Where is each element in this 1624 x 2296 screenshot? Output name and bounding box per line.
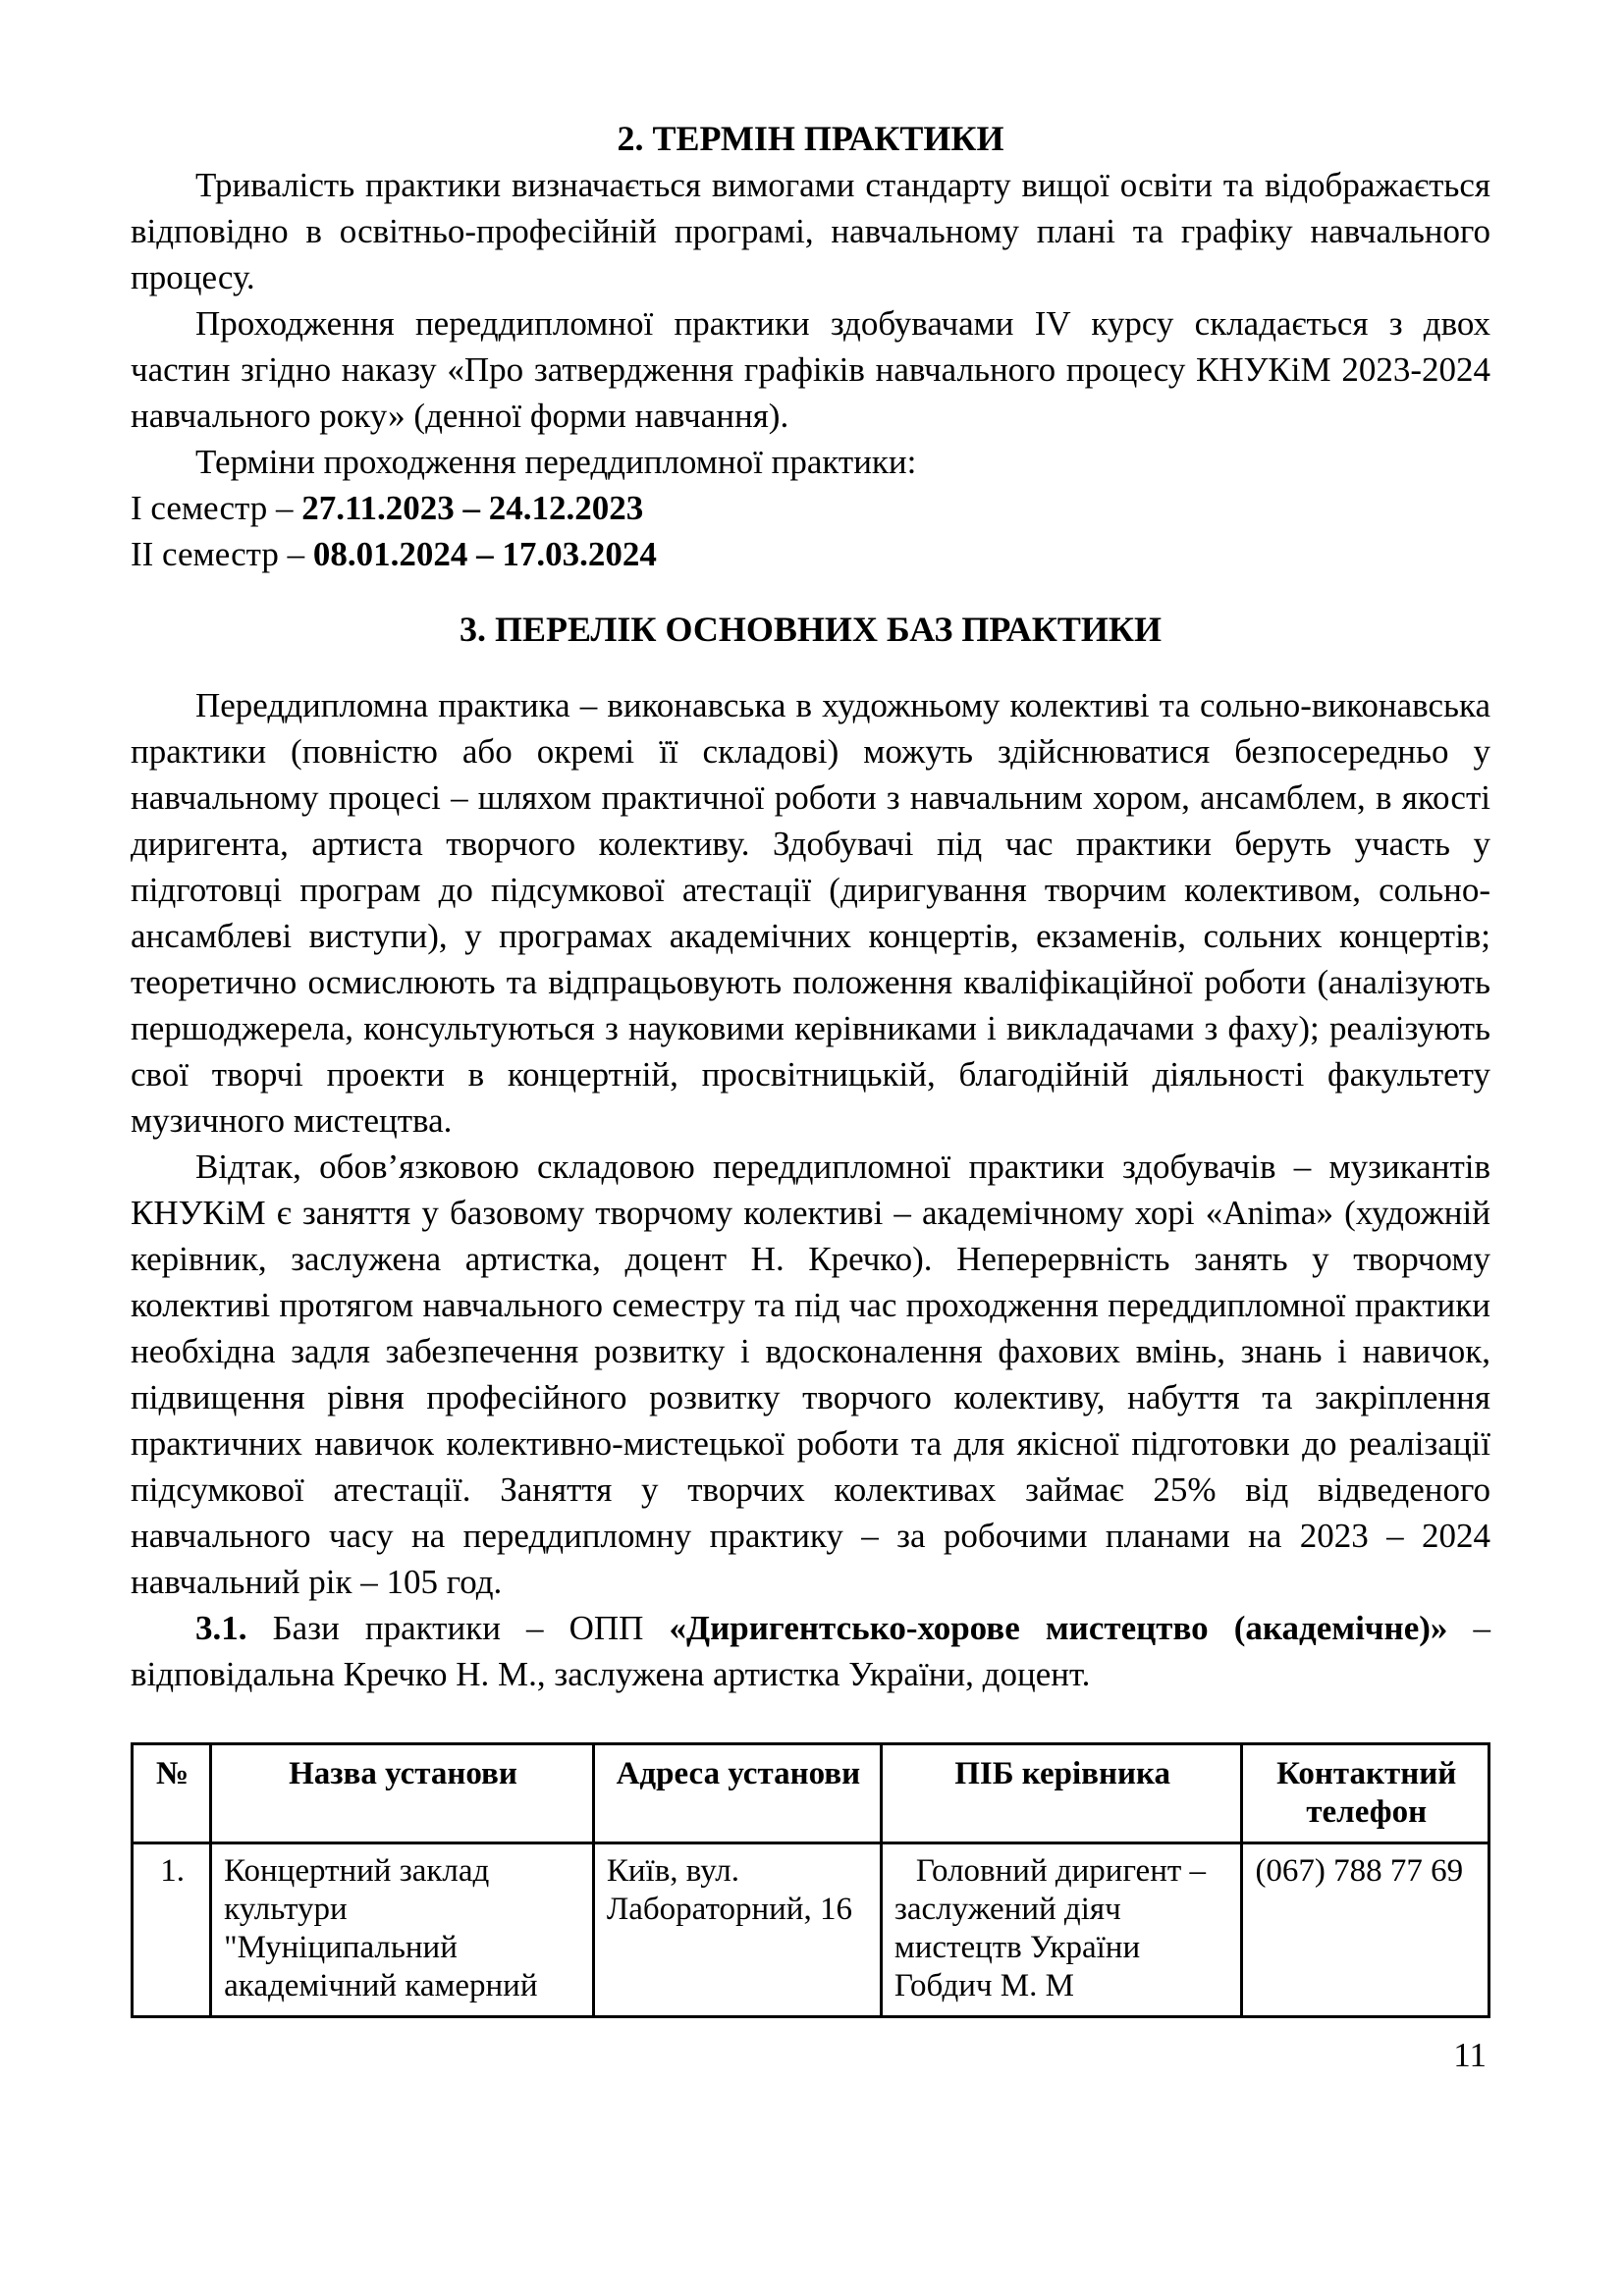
semester-1-dates: 27.11.2023 – 24.12.2023 bbox=[301, 489, 644, 527]
semester-2-dates-line bbox=[131, 531, 1490, 577]
section-3-heading: 3. ПЕРЕЛІК ОСНОВНИХ БАЗ ПРАКТИКИ bbox=[460, 610, 1162, 649]
section-3-1-text-before: Бази практики – ОПП bbox=[246, 1609, 670, 1647]
cell-contact-phone: (067) 788 77 69 bbox=[1242, 1843, 1489, 2017]
semester-1-dates-line bbox=[131, 485, 1490, 531]
section-2-paragraph-2: Проходження переддипломної практики здобувачами ІV курсу складається з двох частин згідно наказу «Про затвердження графіків навчального процесу КНУКіМ 2023-2024 навчального року» (денної форми навчання). bbox=[131, 304, 1490, 435]
section-2-paragraph-3: Терміни проходження переддипломної практики: bbox=[195, 443, 917, 481]
cell-institution-name: Концертний заклад культури "Муніципальний академічний камерний bbox=[211, 1843, 594, 2017]
section-3-1-bold-title: «Диригентсько-хорове мистецтво (академічне)» bbox=[669, 1609, 1448, 1647]
table-header-number: № bbox=[133, 1744, 211, 1843]
table-header-head-name: ПІБ керівника bbox=[881, 1744, 1242, 1843]
semester-2-dates: 08.01.2024 – 17.03.2024 bbox=[312, 535, 657, 573]
section-3-paragraph-2: Відтак, обов’язковою складовою переддипломної практики здобувачів – музикантів КНУКіМ є заняття у базовому творчому колективі – академічному хорі «Anima» (художній керівник, заслужена артистка, доцент Н. Кречко). Неперервність занять у творчому колективі протягом навчального семестру та під час проходження переддипломної практики необхідна задля забезпечення розвитку і вдосконалення фахових вмінь, знань і навичок, підвищення рівня професійного розвитку творчого колективу, набуття та закріплення практичних навичок колективно-мистецької роботи та для якісної підготовки до реалізації підсумкової атестації. Заняття у творчих колективах займає 25% від відведеного навчального часу на переддипломну практику – за робочими планами на 2023 – 2024 навчальний рік – 105 год. bbox=[131, 1148, 1490, 1601]
cell-institution-address: Київ, вул. Лабораторний, 16 bbox=[593, 1843, 881, 2017]
section-3-1-text-after: – відповідальна Кречко Н. М., заслужена артистка України, доцент. bbox=[131, 1609, 1490, 1693]
section-2-paragraph-1: Тривалість практики визначається вимогами стандарту вищої освіти та відображається відповідно в освітньо-професійній програмі, навчальному плані та графіку навчального процесу. bbox=[131, 166, 1490, 296]
table-header-contact-phone: Контактний телефон bbox=[1242, 1744, 1489, 1843]
cell-row-number: 1. bbox=[133, 1843, 211, 2017]
table-header-institution-address: Адреса установи bbox=[593, 1744, 881, 1843]
cell-head-name: Головний диригент – заслужений діяч мистецтв України Гобдич М. М bbox=[881, 1843, 1242, 2017]
section-2-heading: 2. ТЕРМІН ПРАКТИКИ bbox=[617, 119, 1004, 158]
section-3-paragraph-1: Переддипломна практика – виконавська в художньому колективі та сольно-виконавська практики (повністю або окремі її складові) можуть здійснюватися безпосередньо у навчальному процесі – шляхом практичної роботи з навчальним хором, ансамблем, в якості диригента, артиста творчого колективу. Здобувачі під час практики беруть участь у підготовці програм до підсумкової атестації (диригування творчим колективом, сольно-ансамблеві виступи), у програмах академічних концертів, екзаменів, сольних концертів; теоретично осмислюють та відпрацьовують положення кваліфікаційної роботи (аналізують першоджерела, консультуються з науковими керівниками і викладачами з фаху); реалізують свої творчі проекти в концертній, просвітницькій, благодійній діяльності факультету музичного мистецтва. bbox=[131, 686, 1490, 1140]
page-number: 11 bbox=[1453, 2036, 1487, 2074]
semester-2-label: ІІ семестр – bbox=[131, 535, 313, 573]
semester-1-label: І семестр – bbox=[131, 489, 302, 527]
table-header-institution-name: Назва установи bbox=[211, 1744, 594, 1843]
section-3-1-number: 3.1. bbox=[195, 1609, 247, 1647]
table-header-row bbox=[133, 1744, 1489, 1843]
practice-bases-table bbox=[131, 1742, 1490, 2018]
section-3-1-paragraph bbox=[131, 1605, 1490, 1697]
table-row bbox=[133, 1843, 1489, 2017]
